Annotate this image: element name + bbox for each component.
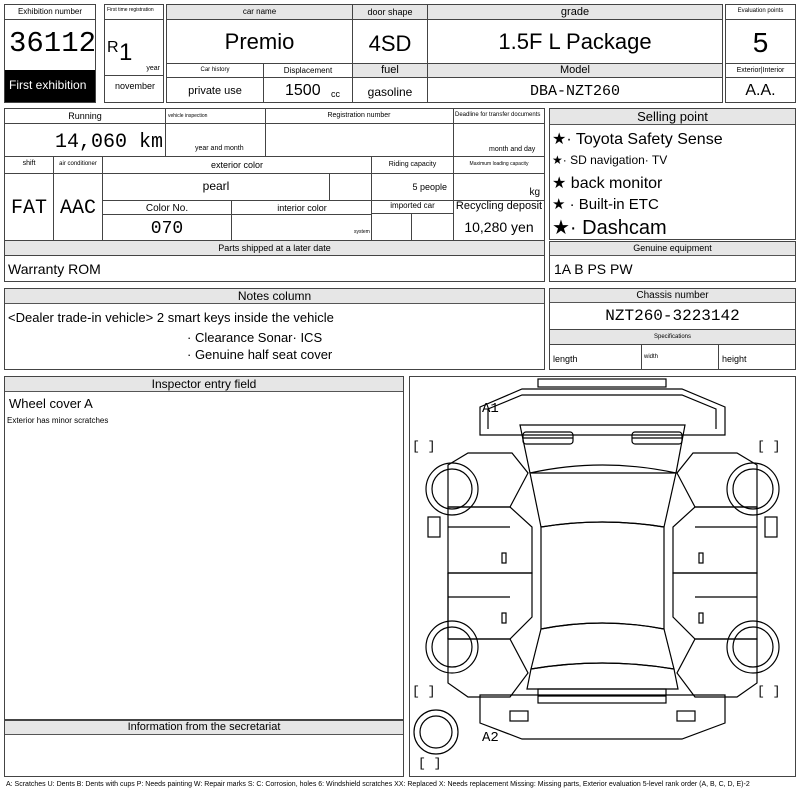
damage-mark-a1: A1 xyxy=(482,401,499,417)
first-reg-label: First time registration xyxy=(107,7,154,13)
exterior-color: pearl xyxy=(202,179,230,193)
front-bumper xyxy=(480,389,725,435)
exhibition-number: 36112 xyxy=(9,27,97,60)
rear-left-wheel xyxy=(426,621,478,673)
exhibition-number-label: Exhibition number xyxy=(17,7,83,16)
color-no-label: Color No. xyxy=(145,203,189,214)
selling-point-box xyxy=(549,108,796,240)
imported-car-label: imported car xyxy=(390,201,435,210)
inspector-line: Exterior has minor scratches xyxy=(7,416,109,425)
grade-label: grade xyxy=(428,5,722,19)
reg-month: november xyxy=(115,81,156,91)
car-history: private use xyxy=(188,85,242,97)
inspector-box xyxy=(4,376,404,720)
car-history-label: Car history xyxy=(200,67,230,73)
vehicle-inspection-label: vehicle inspection xyxy=(168,113,208,119)
genuine-equipment-box xyxy=(549,241,796,282)
year-and-month: year and month xyxy=(195,145,244,152)
notes-title: Notes column xyxy=(5,289,544,304)
fuel: gasoline xyxy=(367,85,413,99)
secretariat-title: Information from the secretariat xyxy=(5,721,403,735)
door-shape-box xyxy=(352,4,428,103)
max-loading-unit: kg xyxy=(529,187,540,198)
air-conditioner: AAC xyxy=(59,197,96,220)
door-shape-label: door shape xyxy=(353,5,427,19)
year-label: year xyxy=(146,65,160,72)
running: 14,060 km xyxy=(55,131,164,154)
chassis-title: Chassis number xyxy=(550,289,795,303)
notes-line: · Genuine half seat cover xyxy=(187,347,333,362)
exterior-color-label: exterior color xyxy=(210,160,264,170)
parts-shipped-label: Parts shipped at a later date xyxy=(5,241,544,255)
car-name-box xyxy=(166,4,352,103)
selling-point-item: ★ back monitor xyxy=(552,175,663,192)
spare-wheel xyxy=(414,710,458,754)
max-loading-label: Maximum loading capacity xyxy=(469,161,529,167)
evaluation-points-box xyxy=(725,4,796,103)
specifications-label: Specifications xyxy=(550,330,795,344)
reg-year: 1 xyxy=(119,39,133,66)
eval-points: 5 xyxy=(752,27,769,58)
riding-capacity: 5 people xyxy=(412,182,447,192)
registration-number-label: Registration number xyxy=(327,112,391,119)
eval-points-label: Evaluation points xyxy=(737,8,784,14)
month-and-day: month and day xyxy=(489,146,536,153)
car-name: Premio xyxy=(224,29,295,54)
reg-era: R xyxy=(107,39,119,56)
height-label: height xyxy=(722,354,747,364)
notes-line: <Dealer trade-in vehicle> 2 smart keys inside the vehicle xyxy=(8,310,334,325)
damage-mark-a2: A2 xyxy=(482,730,499,746)
length-label: length xyxy=(553,354,578,364)
width-label: width xyxy=(644,354,659,360)
interior-color-label: interior color xyxy=(277,203,327,213)
recycling-label: Recycling deposit xyxy=(455,200,543,212)
notes-box xyxy=(4,288,545,370)
first-exhibition-badge: First exhibition xyxy=(9,78,87,92)
selling-point-item: ★· SD navigation· TV xyxy=(552,153,668,167)
door-shape: 4SD xyxy=(368,31,412,56)
shift-label: shift xyxy=(22,160,36,167)
chassis-box xyxy=(549,288,796,370)
system-label: system xyxy=(354,229,370,235)
shift: FAT xyxy=(10,197,47,220)
chassis-number: NZT260-3223142 xyxy=(605,307,740,325)
riding-capacity-label: Riding capacity xyxy=(388,161,437,168)
parts-shipped: Warranty ROM xyxy=(8,261,101,277)
bracket: [ ] xyxy=(757,439,781,454)
rear-right-wheel xyxy=(727,621,779,673)
recycling-deposit: 10,280 yen xyxy=(464,219,534,235)
ext-int-value: A.A. xyxy=(745,82,776,99)
secretariat-box xyxy=(4,720,404,777)
bracket: [ ] xyxy=(418,756,442,771)
first-registration-box xyxy=(104,4,164,103)
rear-window xyxy=(531,623,674,669)
model: DBA-NZT260 xyxy=(529,83,620,100)
inspector-title: Inspector entry field xyxy=(5,377,403,392)
notes-line: · Clearance Sonar· ICS xyxy=(187,330,323,345)
selling-point-item: ★· Toyota Safety Sense xyxy=(552,131,723,148)
spec-table xyxy=(4,108,545,282)
bracket: [ ] xyxy=(412,684,436,699)
genuine-equipment-title: Genuine equipment xyxy=(550,242,795,256)
right-front-door xyxy=(673,507,757,573)
legend: A: Scratches U: Dents B: Dents with cups P: Needs painting W: Repair marks S: C: Corrosion, holes 6: Windshield scratches XX: Replaced X: Needs replacement Missing: Missing parts, Exterior evaluation 5-level rank order (A, B, C, D, E)-2 xyxy=(6,781,750,788)
windshield xyxy=(530,465,676,527)
genuine-equipment: 1A B PS PW xyxy=(554,261,633,277)
selling-point-item: ★ · Built-in ETC xyxy=(552,196,659,213)
inspector-line: Wheel cover A xyxy=(9,396,93,411)
car-diagram xyxy=(410,377,795,776)
left-front-door xyxy=(448,507,532,573)
ac-label: air conditioner xyxy=(59,161,97,167)
bracket: [ ] xyxy=(757,684,781,699)
roof xyxy=(541,522,664,629)
car-name-label: car name xyxy=(167,5,352,19)
exhibition-number-box xyxy=(4,4,96,103)
displacement-label: Displacement xyxy=(283,66,333,75)
running-label: Running xyxy=(68,111,102,121)
displacement: 1500 xyxy=(285,82,321,99)
deadline-label: Deadline for transfer documents xyxy=(455,112,541,118)
bracket: [ ] xyxy=(412,439,436,454)
selling-point-item: ★· Dashcam xyxy=(552,217,667,239)
model-label: Model xyxy=(428,64,722,77)
fuel-label: fuel xyxy=(353,64,427,77)
ext-int-label: Exterior|Interior xyxy=(736,67,785,74)
displacement-unit: cc xyxy=(331,89,340,99)
car-diagram-box xyxy=(409,376,796,777)
grade-box xyxy=(428,4,723,103)
grade: 1.5F L Package xyxy=(498,29,652,54)
color-number: 070 xyxy=(150,219,184,239)
selling-point-title: Selling point xyxy=(550,109,795,125)
rear-bumper xyxy=(480,695,725,739)
